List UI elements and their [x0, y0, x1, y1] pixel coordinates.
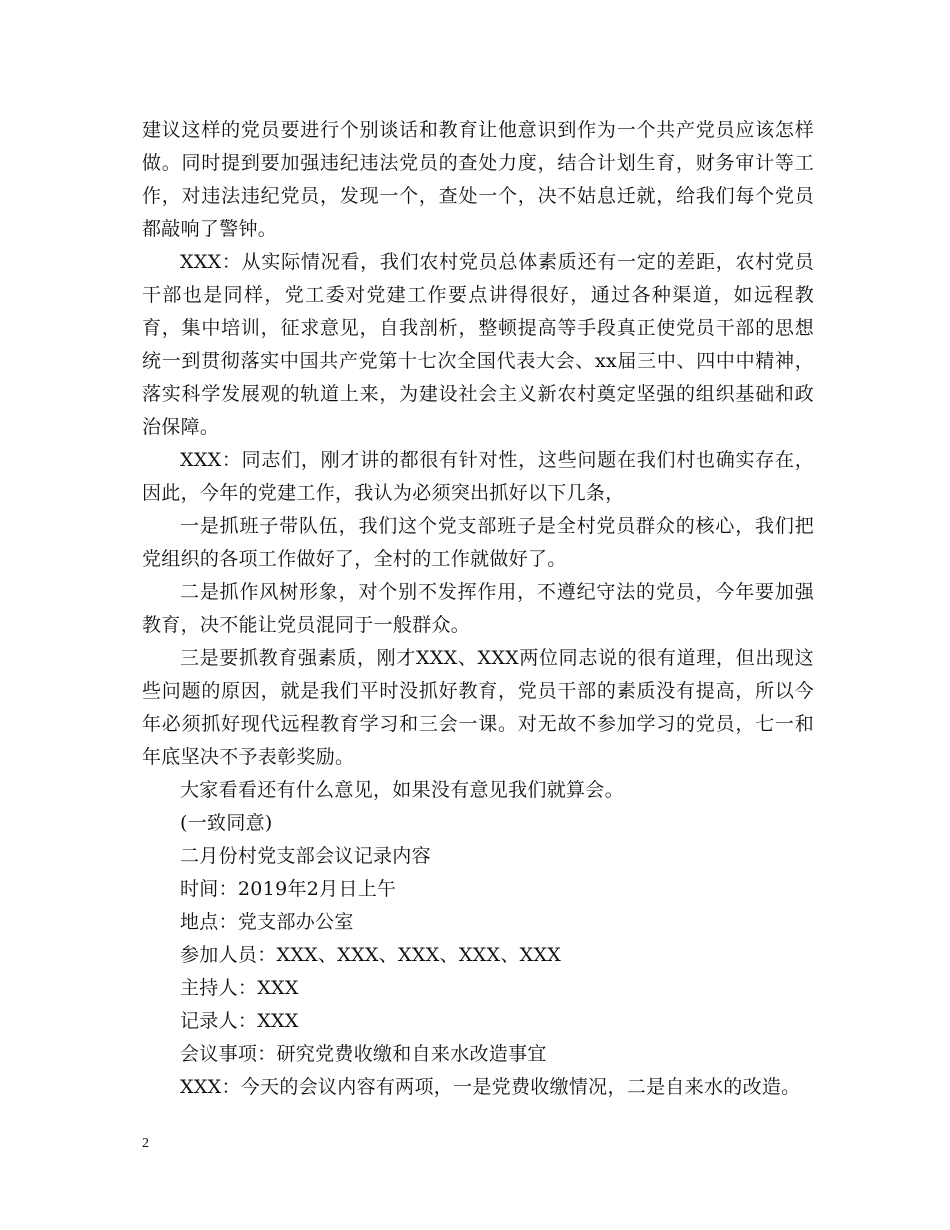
paragraph-4: 一是抓班子带队伍，我们这个党支部班子是全村党员群众的核心，我们把党组织的各项工作做好了，全村的工作就做好了。 — [142, 515, 814, 570]
paragraph-1: 建议这样的党员要进行个别谈话和教育让他意识到作为一个共产党员应该怎样做。同时提到要加强违纪违法党员的查处力度，结合计划生育，财务审计等工作，对违法违纪党员，发现一个，查处一个，决不姑息迁就，给我们每个党员都敲响了警钟。 — [142, 119, 814, 240]
page-number: 2 — [142, 1136, 149, 1151]
paragraph-16: XXX：今天的会议内容有两项，一是党费收缴情况，二是自来水的改造。 — [180, 1076, 801, 1098]
meeting-attendees: 参加人员：XXX、XXX、XXX、XXX、XXX — [180, 944, 562, 966]
meeting-title: 二月份村党支部会议记录内容 — [180, 845, 431, 867]
paragraph-5: 二是抓作风树形象，对个别不发挥作用，不遵纪守法的党员，今年要加强教育，决不能让党员混同于一般群众。 — [142, 581, 814, 636]
meeting-recorder: 记录人：XXX — [180, 1010, 299, 1032]
meeting-host: 主持人：XXX — [180, 977, 299, 999]
document-body — [142, 114, 814, 1104]
paragraph-3: XXX：同志们，刚才讲的都很有针对性，这些问题在我们村也确实存在，因此，今年的党建工作，我认为必须突出抓好以下几条， — [142, 449, 814, 504]
meeting-location: 地点：党支部办公室 — [180, 911, 354, 933]
paragraph-7: 大家看看还有什么意见，如果没有意见我们就算会。 — [180, 779, 624, 801]
meeting-agenda: 会议事项：研究党费收缴和自来水改造事宜 — [180, 1043, 547, 1065]
paragraph-2: XXX：从实际情况看，我们农村党员总体素质还有一定的差距，农村党员干部也是同样，党工委对党建工作要点讲得很好，通过各种渠道，如远程教育，集中培训，征求意见，自我剖析，整顿提高等手段真正使党员干部的思想统一到贯彻落实中国共产党第十七次全国代表大会、xx届三中、四中中精神，落实科学发展观的轨道上来，为建设社会主义新农村奠定坚强的组织基础和政治保障。 — [142, 251, 814, 438]
paragraph-6: 三是要抓教育强素质，刚才XXX、XXX两位同志说的很有道理，但出现这些问题的原因，就是我们平时没抓好教育，党员干部的素质没有提高，所以今年必须抓好现代远程教育学习和三会一课。对无故不参加学习的党员，七一和年底坚决不予表彰奖励。 — [142, 647, 814, 768]
meeting-time: 时间：2019年2月日上午 — [180, 878, 397, 900]
paragraph-8: (一致同意) — [180, 812, 273, 834]
